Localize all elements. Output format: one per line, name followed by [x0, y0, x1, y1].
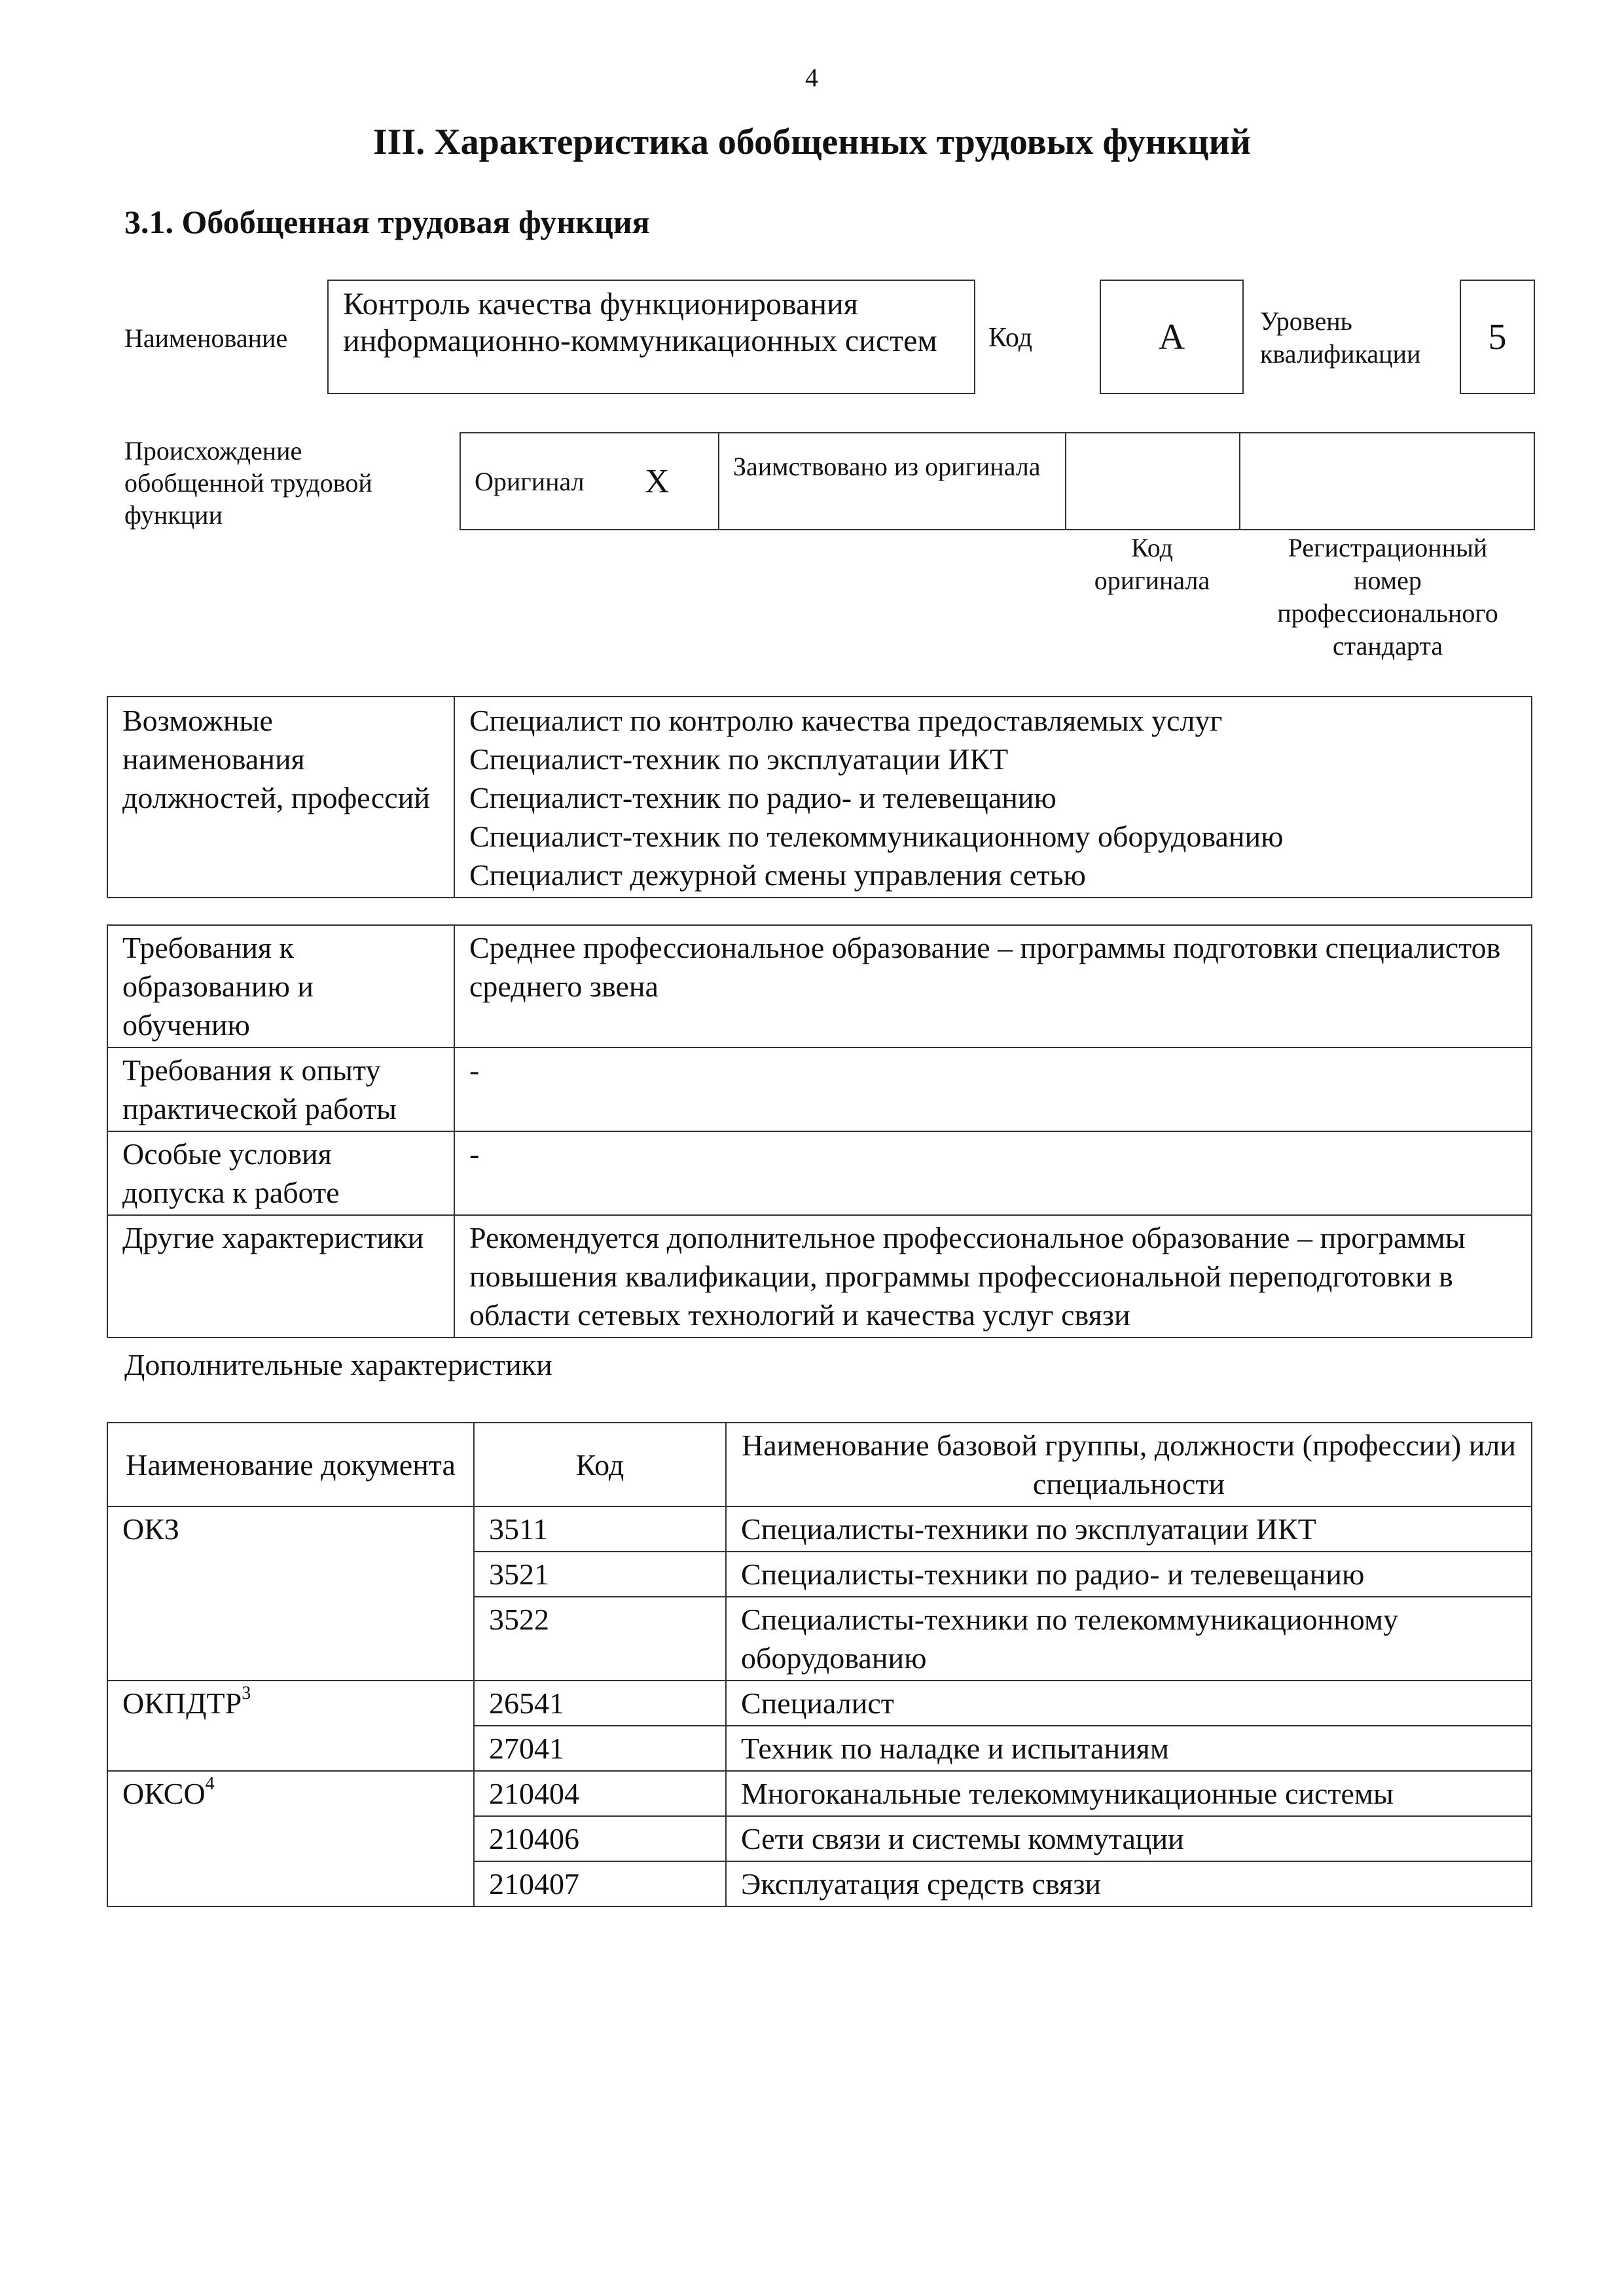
positions-table	[107, 696, 1532, 898]
requirements-table	[107, 924, 1532, 1338]
position-item: Специалист-техник по телекоммуникационному оборудованию	[469, 820, 1284, 853]
code-cell: 210406	[474, 1816, 726, 1861]
code-cell: 210404	[474, 1771, 726, 1816]
positions-list	[454, 697, 1532, 898]
doc-cell	[107, 1506, 474, 1681]
borrowed-label: Заимствовано из оригинала	[733, 452, 1041, 481]
code-cell: 3511	[474, 1506, 726, 1552]
doc-cell	[107, 1681, 474, 1771]
table-row	[107, 1215, 1532, 1338]
requirement-value: -	[454, 1131, 1532, 1215]
requirement-label: Требования к опыту практической работы	[107, 1048, 454, 1131]
position-item: Специалист дежурной смены управления сетью	[469, 858, 1086, 892]
table-row	[107, 1131, 1532, 1215]
positions-label: Возможные наименования должностей, профессий	[107, 697, 454, 898]
doc-name: ОКЗ	[122, 1512, 179, 1546]
header-code: Код	[474, 1423, 726, 1506]
origin-label: Происхождение обобщенной трудовой функции	[124, 436, 372, 530]
table-row	[107, 1048, 1532, 1131]
code-cell: 3521	[474, 1552, 726, 1597]
name-cell: Специалисты-техники по радио- и телевещанию	[726, 1552, 1532, 1597]
original-label: Оригинал	[475, 466, 585, 496]
doc-cell	[107, 1771, 474, 1906]
name-cell: Специалист	[726, 1681, 1532, 1726]
requirement-value: Среднее профессиональное образование – программы подготовки специалистов среднего звена	[454, 925, 1532, 1048]
table-row	[107, 1681, 1532, 1726]
original-mark: X	[645, 462, 670, 500]
table-header-row	[107, 1423, 1532, 1506]
footnote-ref: 3	[242, 1683, 251, 1704]
name-cell: Специалисты-техники по эксплуатации ИКТ	[726, 1506, 1532, 1552]
function-name-box	[327, 280, 975, 394]
doc-name: ОКПДТР	[122, 1686, 242, 1720]
requirement-label: Особые условия допуска к работе	[107, 1131, 454, 1215]
table-row	[107, 1506, 1532, 1552]
position-item: Специалист-техник по эксплуатации ИКТ	[469, 742, 1009, 776]
requirement-value: -	[454, 1048, 1532, 1131]
code-label: Код	[988, 323, 1033, 353]
additional-table	[107, 1422, 1532, 1907]
page-number: 4	[805, 63, 818, 92]
code-cell: 27041	[474, 1726, 726, 1771]
section-title: III. Характеристика обобщенных трудовых функций	[372, 122, 1252, 162]
function-name-label: Наименование	[124, 323, 288, 353]
name-cell: Специалисты-техники по телекоммуникационному оборудованию	[726, 1597, 1532, 1681]
level-box	[1460, 280, 1535, 394]
name-cell: Многоканальные телекоммуникационные системы	[726, 1771, 1532, 1816]
code-original-caption: Код оригинала	[1094, 533, 1210, 595]
function-name-value: Контроль качества функционирования информационно-коммуникационных систем	[343, 287, 937, 358]
code-cell: 26541	[474, 1681, 726, 1726]
table-row	[107, 1771, 1532, 1816]
header-document: Наименование документа	[107, 1423, 474, 1506]
table-row	[107, 925, 1532, 1048]
requirement-label: Требования к образованию и обучению	[107, 925, 454, 1048]
requirement-label: Другие характеристики	[107, 1215, 454, 1338]
position-item: Специалист по контролю качества предоставляемых услуг	[469, 704, 1223, 737]
code-cell: 3522	[474, 1597, 726, 1681]
level-label: Уровень квалификации	[1260, 306, 1421, 369]
subsection-title: 3.1. Обобщенная трудовая функция	[124, 204, 650, 240]
doc-name: ОКСО	[122, 1777, 206, 1810]
name-cell: Сети связи и системы коммутации	[726, 1816, 1532, 1861]
footnote-ref: 4	[205, 1773, 215, 1794]
name-cell: Эксплуатация средств связи	[726, 1861, 1532, 1906]
code-box	[1100, 280, 1244, 394]
level-value: 5	[1488, 316, 1507, 357]
code-value: А	[1158, 316, 1185, 357]
requirement-value: Рекомендуется дополнительное профессиональное образование – программы повышения квалификации, программы профессиональной переподготовки в области сетевых технологий и качества услуг связи	[454, 1215, 1532, 1338]
additional-title: Дополнительные характеристики	[124, 1348, 552, 1381]
header-name: Наименование базовой группы, должности (профессии) или специальности	[726, 1423, 1532, 1506]
code-cell: 210407	[474, 1861, 726, 1906]
position-item: Специалист-техник по радио- и телевещанию	[469, 781, 1056, 814]
reg-number-caption: Регистрационный номер профессионального стандарта	[1277, 533, 1498, 661]
name-cell: Техник по наладке и испытаниям	[726, 1726, 1532, 1771]
